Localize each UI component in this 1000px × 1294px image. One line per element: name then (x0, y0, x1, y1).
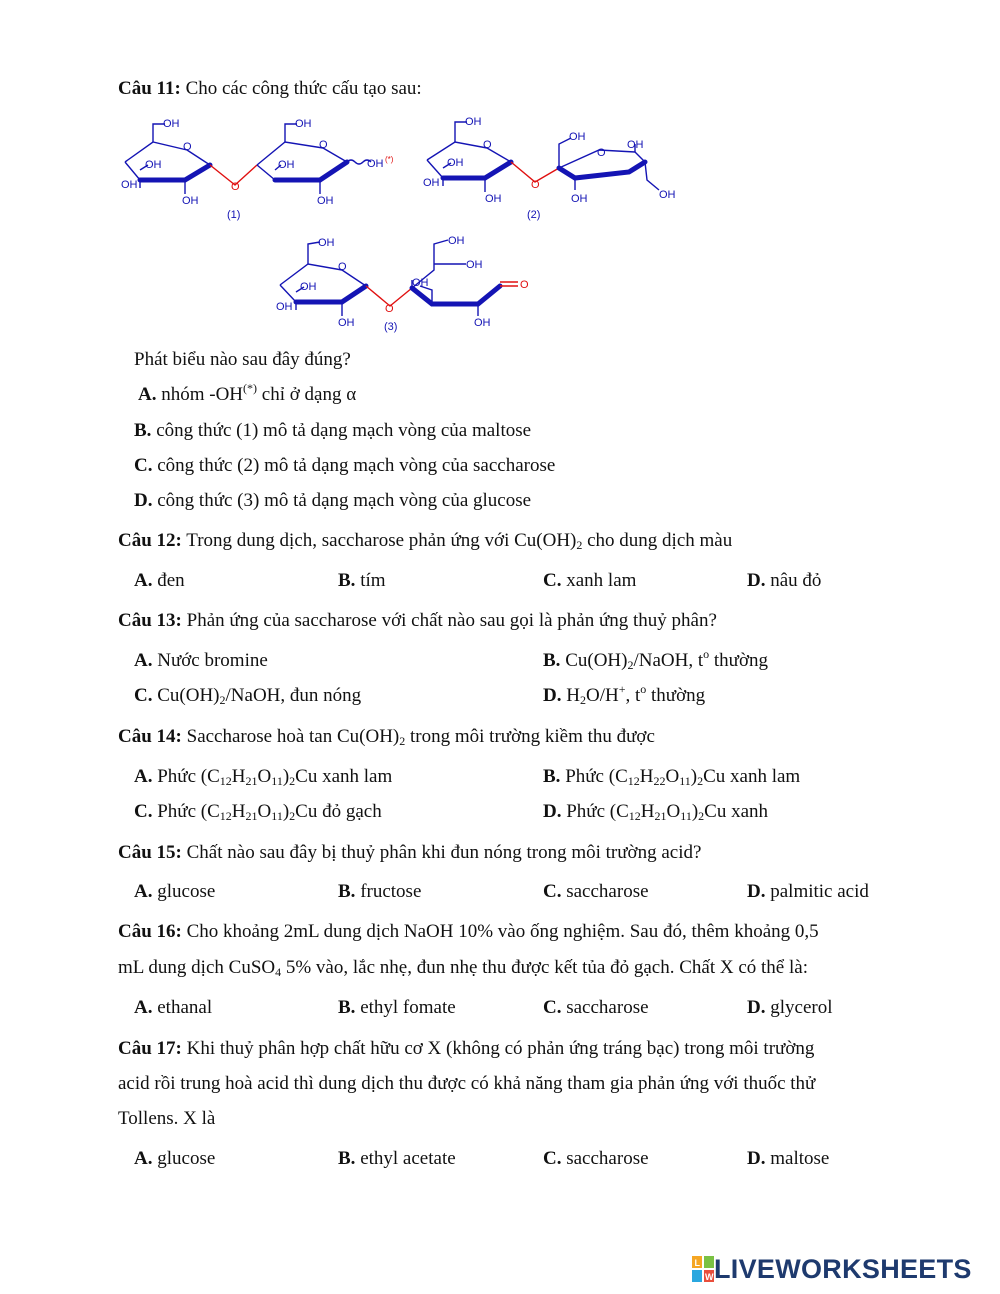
superscript: + (618, 682, 626, 696)
question-14 (118, 726, 655, 748)
option-text: Phức (C (152, 801, 220, 822)
question-text: Saccharose hoà tan Cu(OH) (181, 726, 400, 747)
oh-label: OH (145, 159, 162, 171)
option-text: ) (690, 766, 698, 787)
option-text: Nước bromine (152, 650, 268, 671)
question-14-number: Câu 14: (118, 726, 182, 747)
option-text: Phức (C (560, 766, 628, 787)
question-12-number: Câu 12: (118, 530, 182, 551)
oh-label: OH (278, 159, 295, 171)
glycosidic-oxygen: O (385, 303, 394, 315)
option-text: tím (355, 570, 386, 591)
question-11-text: Cho các công thức cấu tạo sau: (180, 78, 422, 99)
structure-3 (270, 230, 540, 338)
oh-label: OH (300, 281, 317, 293)
superscript: (*) (243, 381, 258, 395)
q17-option-c[interactable] (543, 1148, 649, 1170)
subscript: 2 (627, 658, 634, 672)
option-text: , t (625, 685, 641, 706)
option-text: ethyl fomate (355, 997, 456, 1018)
option-label: D. (747, 881, 766, 902)
question-text: trong môi trường kiềm thu được (405, 726, 655, 747)
q12-option-d[interactable] (747, 570, 821, 592)
option-label: A. (134, 997, 153, 1018)
option-label: C. (134, 801, 153, 822)
subscript: 21 (245, 809, 258, 823)
ring-oxygen: O (183, 141, 192, 153)
subscript: 2 (289, 774, 296, 788)
q15-option-d[interactable] (747, 881, 869, 903)
oh-label: OH (447, 157, 464, 169)
logo-block-letter: L (694, 1258, 700, 1268)
option-label: B. (134, 420, 152, 441)
option-text: O (666, 801, 681, 822)
question-text: Chất nào sau đây bị thuỷ phân khi đun nóng trong môi trường acid? (181, 842, 702, 863)
option-text: O (665, 766, 680, 787)
subscript: 11 (679, 774, 691, 788)
q16-option-d[interactable] (747, 997, 833, 1019)
option-text: /NaOH, đun nóng (225, 685, 362, 706)
option-text: đen (152, 570, 185, 591)
option-label: C. (134, 455, 153, 476)
option-text: Cu xanh lam (703, 766, 801, 787)
option-label: D. (747, 997, 766, 1018)
subscript: 21 (245, 774, 258, 788)
liveworksheets-logo[interactable] (692, 1254, 972, 1284)
option-text: nâu đỏ (765, 570, 822, 591)
q14-option-c[interactable] (134, 801, 382, 823)
option-text: O/H (585, 685, 619, 706)
option-text: saccharose (561, 997, 649, 1018)
option-label: A. (134, 650, 153, 671)
option-text: fructose (355, 881, 422, 902)
q15-option-a[interactable] (134, 881, 215, 903)
q15-option-c[interactable] (543, 881, 649, 903)
q17-option-d[interactable] (747, 1148, 829, 1170)
subscript: 2 (289, 809, 296, 823)
option-text: O (257, 801, 272, 822)
option-label: D. (543, 801, 562, 822)
q12-option-a[interactable] (134, 570, 185, 592)
oh-label: OH (121, 179, 138, 191)
q14-option-d[interactable] (543, 801, 768, 823)
oh-label: OH (466, 259, 483, 271)
structure-1-ring-a (121, 118, 257, 207)
option-text: O (257, 766, 272, 787)
question-text: Trong dung dịch, saccharose phản ứng với Cu(OH) (181, 530, 577, 551)
option-text: ethyl acetate (355, 1148, 456, 1169)
subscript: 12 (219, 774, 232, 788)
option-text: công thức (1) mô tả dạng mạch vòng của maltose (151, 420, 532, 441)
structure-label-2: (2) (527, 209, 541, 221)
q16-option-b[interactable] (338, 997, 456, 1019)
q11-option-b[interactable] (134, 420, 531, 442)
oh-label: OH (318, 237, 335, 249)
ring-oxygen: O (483, 139, 492, 151)
ring-oxygen: O (319, 139, 328, 151)
option-text: H (640, 801, 655, 822)
question-12 (118, 530, 732, 552)
q17-option-b[interactable] (338, 1148, 456, 1170)
q13-option-d[interactable] (543, 682, 706, 707)
option-text: saccharose (561, 1148, 649, 1169)
subscript: 22 (653, 774, 666, 788)
ring-oxygen: O (597, 147, 606, 159)
option-text: ) (691, 801, 699, 822)
option-label: C. (134, 685, 153, 706)
question-11 (118, 78, 422, 100)
q14-option-b[interactable] (543, 766, 800, 788)
option-text: Cu(OH) (152, 685, 220, 706)
option-label: C. (543, 570, 562, 591)
oh-label: OH (627, 139, 644, 151)
option-text: ) (282, 801, 290, 822)
option-text: H (231, 801, 246, 822)
option-label: B. (338, 570, 356, 591)
oh-label: OH (569, 131, 586, 143)
option-text: Cu đỏ gạch (295, 801, 382, 822)
q11-option-c[interactable] (134, 455, 555, 477)
option-text: chỉ ở dạng α (257, 384, 357, 405)
oh-label: OH (474, 317, 491, 329)
oh-label: OH (448, 235, 465, 247)
star-marker: (*) (385, 155, 394, 164)
q17-option-a[interactable] (134, 1148, 215, 1170)
q12-option-b[interactable] (338, 570, 386, 592)
option-label: B. (338, 997, 356, 1018)
oh-label: OH (338, 317, 355, 329)
option-label: D. (543, 685, 562, 706)
option-text: Phức (C (152, 766, 220, 787)
oh-label: OH (465, 116, 482, 128)
question-text: cho dung dịch màu (582, 530, 733, 551)
question-15-number: Câu 15: (118, 842, 182, 863)
option-text: H (561, 685, 580, 706)
subscript: 12 (219, 809, 232, 823)
structure-label-3: (3) (384, 321, 398, 333)
subscript: 12 (628, 809, 641, 823)
option-label: A. (138, 384, 157, 405)
q11-option-d[interactable] (134, 490, 531, 512)
q16-option-a[interactable] (134, 997, 212, 1019)
oh-label: OH (276, 301, 293, 313)
option-text: công thức (2) mô tả dạng mạch vòng của saccharose (152, 455, 556, 476)
subscript: 2 (698, 809, 705, 823)
q11-option-a[interactable] (138, 381, 357, 406)
subscript: 12 (627, 774, 640, 788)
option-label: D. (747, 1148, 766, 1169)
option-text: Cu(OH) (560, 650, 628, 671)
subscript: 11 (271, 809, 283, 823)
option-label: D. (747, 570, 766, 591)
question-text: Phản ứng của saccharose với chất nào sau gọi là phản ứng thuỷ phân? (181, 610, 717, 631)
subscript: 2 (579, 693, 586, 707)
question-text: 5% vào, lắc nhẹ, đun nhẹ thu được kết tủa đỏ gạch. Chất X có thể là: (281, 957, 808, 978)
subscript: 2 (219, 693, 226, 707)
oh-label: OH (659, 189, 676, 201)
q14-option-a[interactable] (134, 766, 392, 788)
oh-label: OH (295, 118, 312, 130)
question-13-number: Câu 13: (118, 610, 182, 631)
option-text: maltose (765, 1148, 830, 1169)
option-text: glycerol (765, 997, 833, 1018)
option-text: Cu xanh lam (295, 766, 393, 787)
oh-star-label: OH (367, 158, 384, 170)
option-label: D. (134, 490, 153, 511)
subscript: 2 (399, 734, 406, 748)
question-17-number: Câu 17: (118, 1038, 182, 1059)
superscript: o (703, 647, 710, 661)
option-label: A. (134, 766, 153, 787)
subscript: 11 (680, 809, 692, 823)
option-label: B. (338, 881, 356, 902)
liveworksheets-logo-icon (692, 1256, 714, 1282)
ring-oxygen: O (338, 261, 347, 273)
option-text: H (639, 766, 654, 787)
q13-option-c[interactable] (134, 685, 361, 707)
option-label: A. (134, 1148, 153, 1169)
q13-option-b[interactable] (543, 647, 768, 672)
q12-option-c[interactable] (543, 570, 636, 592)
glycosidic-oxygen: O (231, 181, 240, 193)
option-label: C. (543, 1148, 562, 1169)
question-16 (118, 921, 819, 943)
option-label: B. (543, 650, 561, 671)
option-label: B. (338, 1148, 356, 1169)
oh-label: OH (412, 277, 429, 289)
option-text: Cu xanh (704, 801, 769, 822)
oh-label: OH (571, 193, 588, 205)
option-text: palmitic acid (765, 881, 869, 902)
option-text: glucose (152, 1148, 216, 1169)
structure-label-1: (1) (227, 209, 241, 221)
option-text: ) (282, 766, 290, 787)
subscript: 21 (654, 809, 667, 823)
q13-option-a[interactable] (134, 650, 268, 672)
option-label: C. (543, 997, 562, 1018)
option-label: A. (134, 881, 153, 902)
oh-label: OH (163, 118, 180, 130)
question-16-number: Câu 16: (118, 921, 182, 942)
option-text: saccharose (561, 881, 649, 902)
option-text: thường (646, 685, 706, 706)
carbonyl-oxygen: O (520, 279, 529, 291)
option-text: thường (709, 650, 768, 671)
option-label: C. (543, 881, 562, 902)
oh-label: OH (317, 195, 334, 207)
oh-label: OH (485, 193, 502, 205)
structures-1-2 (115, 110, 695, 225)
oh-label: OH (182, 195, 199, 207)
option-text: công thức (3) mô tả dạng mạch vòng của glucose (152, 490, 532, 511)
option-text: /NaOH, t (633, 650, 704, 671)
question-15 (118, 842, 701, 864)
oh-label: OH (423, 177, 440, 189)
option-text: nhóm -OH (156, 384, 244, 405)
question-11-number: Câu 11: (118, 78, 181, 99)
question-17 (118, 1038, 814, 1060)
question-text: mL dung dịch CuSO (118, 957, 276, 978)
question-text: Khi thuỷ phân hợp chất hữu cơ X (không có phản ứng tráng bạc) trong môi trường (181, 1038, 815, 1059)
option-label: A. (134, 570, 153, 591)
subscript: 11 (271, 774, 283, 788)
question-17-line-2: acid rồi trung hoà acid thì dung dịch thu được có khả năng tham gia phản ứng với thuốc thử (118, 1073, 816, 1094)
question-text: Cho khoảng 2mL dung dịch NaOH 10% vào ống nghiệm. Sau đó, thêm khoảng 0,5 (181, 921, 819, 942)
option-text: xanh lam (561, 570, 637, 591)
option-text: ethanal (152, 997, 213, 1018)
subscript: 2 (576, 538, 583, 552)
subscript: 2 (697, 774, 704, 788)
logo-block-letter: W (705, 1272, 714, 1282)
superscript: o (640, 682, 647, 696)
q16-option-c[interactable] (543, 997, 649, 1019)
q15-option-b[interactable] (338, 881, 421, 903)
structure-2-glucose-ring (423, 116, 559, 205)
question-17-line-3: Tollens. X là (118, 1108, 216, 1129)
structure-2-fructose-ring (527, 131, 676, 221)
logo-text: LIVEWORKSHEETS (714, 1253, 972, 1284)
question-13 (118, 610, 717, 632)
option-label: B. (543, 766, 561, 787)
option-text: H (231, 766, 246, 787)
subscript: 4 (275, 965, 282, 979)
question-16-line-2 (118, 957, 808, 979)
question-11-prompt: Phát biểu nào sau đây đúng? (134, 349, 351, 370)
option-text: glucose (152, 881, 216, 902)
glycosidic-oxygen: O (531, 179, 540, 191)
option-text: Phức (C (561, 801, 629, 822)
